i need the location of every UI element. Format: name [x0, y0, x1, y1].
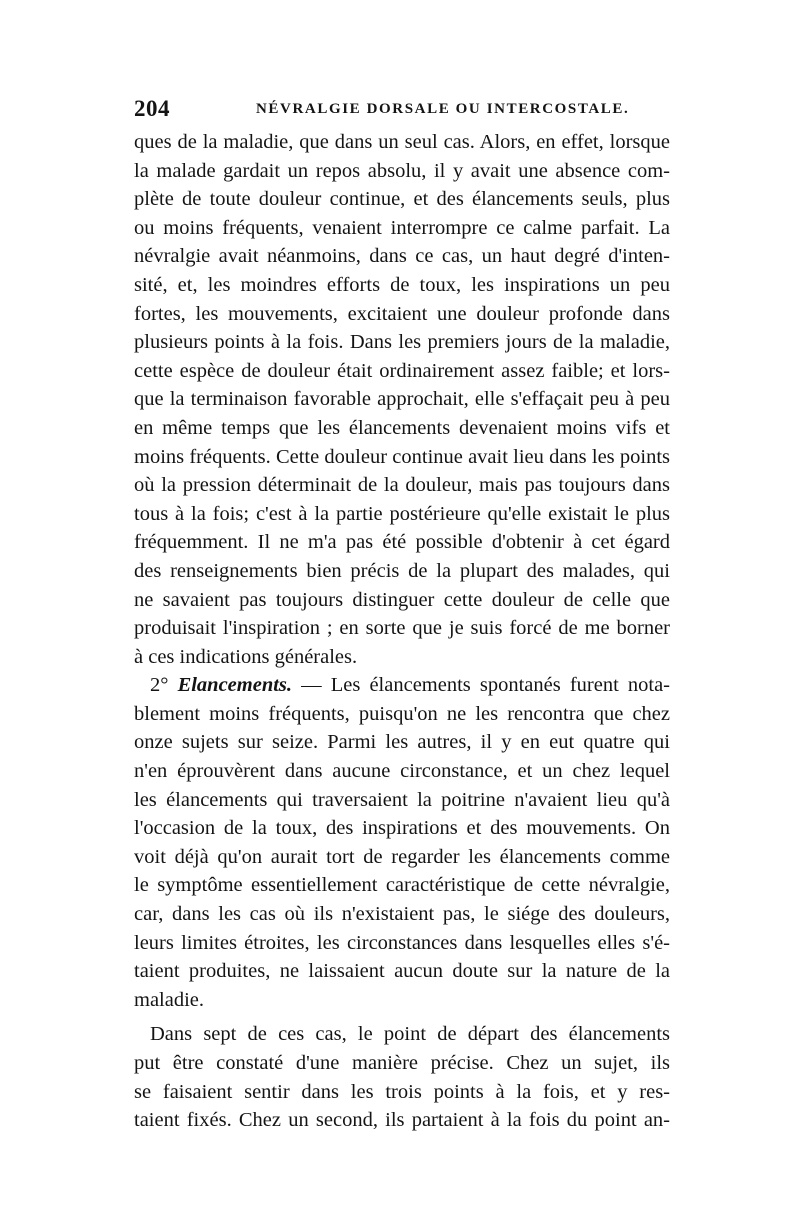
text-line: des renseignements bien précis de la plupart des malades, qui	[134, 559, 670, 582]
text-line: ou moins fréquents, venaient interrompre ce calme parfait. La	[134, 216, 670, 239]
paragraph	[134, 1020, 670, 1134]
text-line: produisait l'inspiration ; en sorte que je suis forcé de me borner	[134, 617, 670, 640]
section-heading: Elancements.	[177, 674, 293, 697]
section-heading-line	[134, 671, 670, 700]
paragraph	[134, 671, 670, 1014]
text-line: que la terminaison favorable approchait, elle s'effaçait peu à peu	[134, 388, 670, 411]
text-line: leurs limites étroites, les circonstances dans lesquelles elles s'é-	[134, 931, 670, 954]
page-header	[134, 96, 674, 126]
text-line: plète de toute douleur continue, et des élancements seuls, plus	[134, 188, 670, 211]
page-number: 204	[134, 96, 170, 121]
text-line: maladie.	[134, 988, 205, 1011]
body-text	[134, 128, 670, 1135]
text-line: tous à la fois; c'est à la partie postérieure qu'elle existait le plus	[134, 502, 670, 525]
text-line: blement moins fréquents, puisqu'on ne les rencontra que chez	[134, 702, 670, 725]
text-line: où la pression déterminait de la douleur, mais pas toujours dans	[134, 474, 670, 497]
text-line: névralgie avait néanmoins, dans ce cas, un haut degré d'inten-	[134, 245, 670, 268]
text-line: plusieurs points à la fois. Dans les premiers jours de la maladie,	[134, 331, 670, 354]
text-line: en même temps que les élancements devenaient moins vifs et	[134, 416, 670, 439]
text-line: moins fréquents. Cette douleur continue avait lieu dans les points	[134, 445, 670, 468]
text-line: cette espèce de douleur était ordinairement assez faible; et lors-	[134, 359, 670, 382]
section-number: 2°	[150, 674, 169, 697]
text-line: taient fixés. Chez un second, ils partaient à la fois du point an-	[134, 1109, 670, 1132]
text-line: les élancements qui traversaient la poitrine n'avaient lieu qu'à	[134, 788, 670, 811]
text-line: fortes, les mouvements, excitaient une douleur profonde dans	[134, 302, 670, 325]
text-line: — Les élancements spontanés furent nota-	[292, 674, 670, 697]
text-line: ne savaient pas toujours distinguer cette douleur de celle que	[134, 588, 670, 611]
paragraph	[134, 128, 670, 671]
text-line: à ces indications générales.	[134, 645, 358, 668]
running-title: NÉVRALGIE DORSALE OU INTERCOSTALE.	[256, 101, 630, 117]
text-line: taient produites, ne laissaient aucun doute sur la nature de la	[134, 960, 670, 983]
text-line: car, dans les cas où ils n'existaient pas, le siége des douleurs,	[134, 903, 670, 926]
text-line: la malade gardait un repos absolu, il y avait une absence com-	[134, 159, 670, 182]
text-line: sité, et, les moindres efforts de toux, les inspirations un peu	[134, 273, 670, 296]
text-line: voit déjà qu'on aurait tort de regarder les élancements comme	[134, 845, 670, 868]
text-line: l'occasion de la toux, des inspirations et des mouvements. On	[134, 817, 670, 840]
text-line: n'en éprouvèrent dans aucune circonstance, et un chez lequel	[134, 760, 670, 783]
text-line: le symptôme essentiellement caractéristique de cette névralgie,	[134, 874, 670, 897]
text-line: put être constaté d'une manière précise. Chez un sujet, ils	[134, 1052, 670, 1074]
text-line: fréquemment. Il ne m'a pas été possible d'obtenir à cet égard	[134, 531, 670, 554]
text-line: Dans sept de ces cas, le point de départ des élancements	[150, 1023, 670, 1046]
text-line: se faisaient sentir dans les trois points à la fois, et y res-	[134, 1080, 670, 1103]
text-line: onze sujets sur seize. Parmi les autres, il y en eut quatre qui	[134, 731, 670, 754]
text-line: ques de la maladie, que dans un seul cas. Alors, en effet, lorsque	[134, 131, 670, 153]
